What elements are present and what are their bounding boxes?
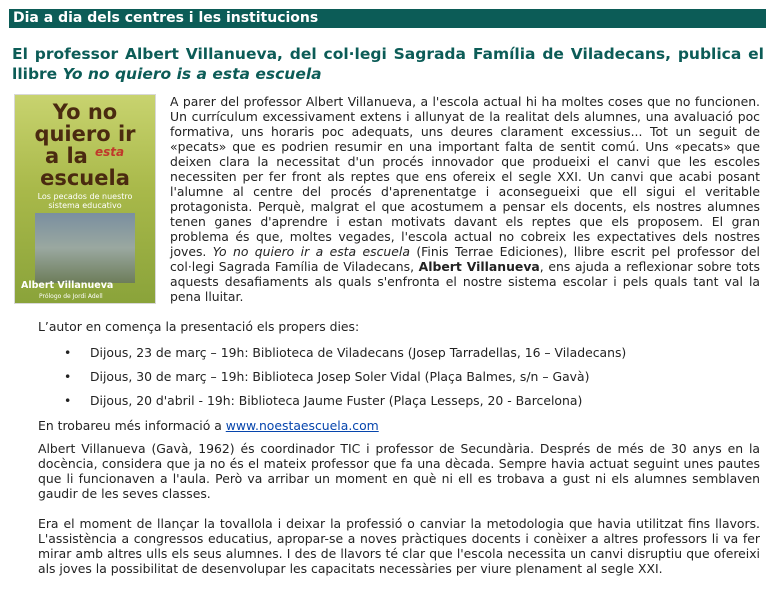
cover-author: Albert Villanueva (21, 280, 114, 291)
event-list-item: • Dijous, 30 de març – 19h: Biblioteca Josep Soler Vidal (Plaça Balmes, s/n – Gavà) (64, 369, 590, 384)
cover-photo (35, 213, 135, 283)
intro-text-2: (Finis Terrae Ediciones), llibre escrit pel professor del col·legi Sagrada Família de Viladecans, (170, 244, 760, 274)
intro-book-title: Yo no quiero ir a esta escuela (212, 244, 410, 259)
cover-prologue: Prólogo de Jordi Adell (39, 293, 103, 300)
section-header (9, 9, 766, 28)
event-list-item: • Dijous, 20 d'abril - 19h: Biblioteca Jaume Fuster (Plaça Lesseps, 20 - Barcelona) (64, 393, 583, 408)
cover-title-line3: a la (45, 144, 88, 168)
cover-title-esta: esta (95, 145, 125, 159)
intro-paragraph (170, 94, 760, 304)
cover-title-line2: quiero ir (34, 122, 136, 146)
bio-paragraph: Albert Villanueva (Gavà, 1962) és coordinador TIC i professor de Secundària. Després de més de 30 anys en la docència, considera que ja no és el mateix professor que fa una dècada. Sempre havia actuat seguint unes pautes que li funcionaven a l'aula. Però va arribar un moment en què ni ell es trobava a gust ni els alumnes semblaven gaudir de les seves classes. (38, 441, 760, 501)
article-title-book: Yo no quiero is a esta escuela (62, 65, 322, 83)
more-info-text: En trobareu més informació a (38, 418, 226, 433)
intro-text: A parer del professor Albert Villanueva, a l'escola actual hi ha moltes coses que no funcionen. Un currículum excessivament extens i allunyat de la realitat dels alumnes, una avaluació poc formativa, uns horaris poc adequats, uns deures clarament excessius... Tot un seguit de «pecats» que es podrien resumir en una important falta de sentit comú. Uns «pecats» que deixen clara la necessitat d'un procés innovador que produeixi el canvi que les escoles necessiten per fer front als reptes que ens ofereix el segle XXI. Un canvi que acabi posant l'alumne al centre del procés d'aprenentatge i aconsegueixi que ell sigui el veritable protagonista. Perquè, malgrat el que acostumem a pensar els docents, els nostres alumnes tenen ganes d'aprendre i estan motivats davant els reptes que els proposem. El gran problema és que, moltes vegades, l'escola actual no cobreix les expectatives dels nostres joves. (170, 94, 760, 259)
event-text: Dijous, 20 d'abril - 19h: Biblioteca Jaume Fuster (Plaça Lesseps, 20 - Barcelona) (90, 393, 583, 408)
event-text: Dijous, 30 de març – 19h: Biblioteca Josep Soler Vidal (Plaça Balmes, s/n – Gavà) (90, 369, 590, 384)
event-text: Dijous, 23 de març – 19h: Biblioteca de Viladecans (Josep Tarradellas, 16 – Viladecans) (90, 345, 627, 360)
cover-title-line1: Yo no (52, 100, 118, 124)
event-list-item: • Dijous, 23 de març – 19h: Biblioteca de Viladecans (Josep Tarradellas, 16 – Viladecans) (64, 345, 627, 360)
more-info (38, 418, 379, 433)
book-cover-image (14, 94, 156, 304)
intro-text-3: , ens ajuda a reflexionar sobre tots aquests desafiaments als quals s'enfronta el nostre sistema escolar i pels quals tant val la pena lluitar. (170, 259, 760, 304)
closing-paragraph: Era el moment de llançar la tovallola i deixar la professió o canviar la metodologia que havia utilitzat fins llavors. L'assistència a congressos educatius, apropar-se a noves pràctiques docents i conèixer a altres professors li va fer mirar amb altres ulls els seus alumnes. I des de llavors té clar que l'escola necessita un canvi disruptiu que ofereixi als joves la possibilitat de desenvolupar les capacitats necessàries per viure plenament al segle XXI. (38, 516, 760, 576)
cover-title-line4: escuela (40, 166, 130, 190)
intro-author-name: Albert Villanueva (418, 259, 540, 274)
section-header-title: Dia a dia dels centres i les institucions (13, 10, 319, 26)
cover-subtitle: Los pecados de nuestro sistema educativo (37, 192, 133, 210)
article-title-main: El professor Albert Villanueva, del col·legi Sagrada Família de Viladecans, publica el llibre (12, 45, 764, 83)
website-link[interactable]: www.noestaescuela.com (225, 418, 379, 433)
article-title (12, 44, 764, 84)
presentation-intro: L’autor en comença la presentació els propers dies: (38, 319, 360, 334)
